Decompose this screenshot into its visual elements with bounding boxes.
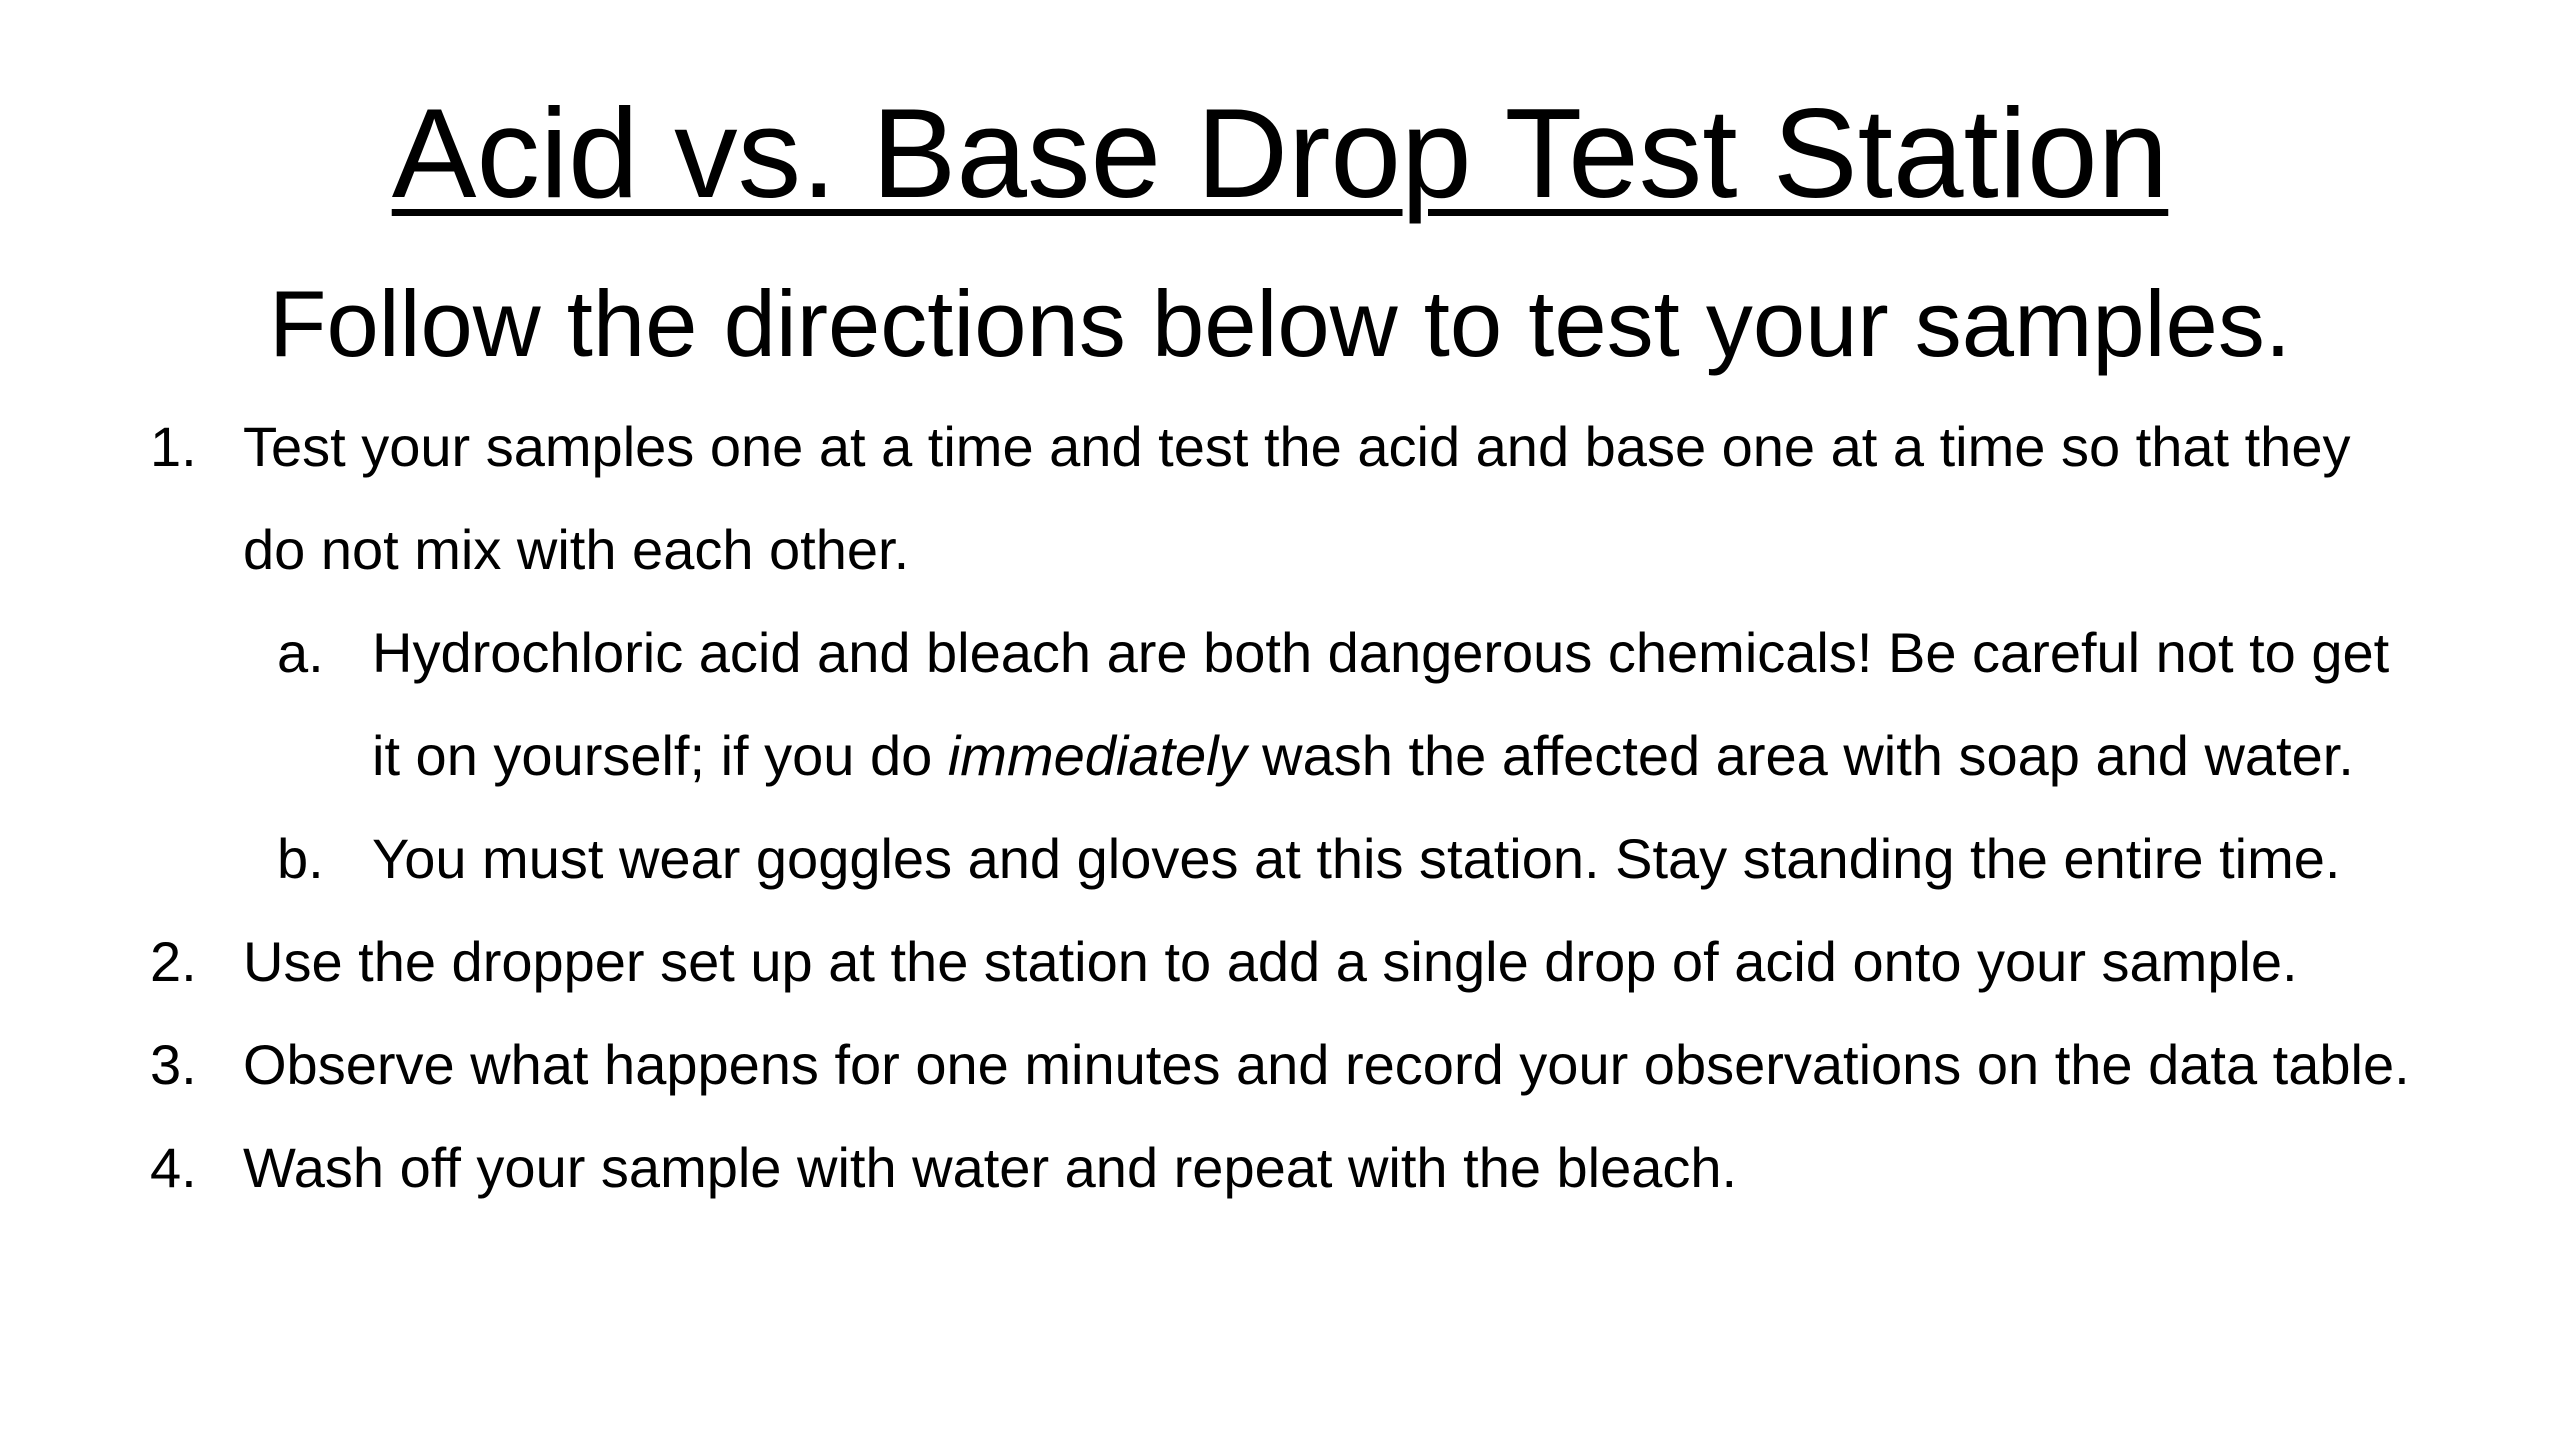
substep-text-after: wash the affected area with soap and water.	[1246, 724, 2354, 787]
list-item	[0, 910, 2560, 1013]
substep-letter: a.	[277, 621, 324, 684]
substep-text: You must wear goggles and gloves at this station. Stay standing the entire time.	[372, 827, 2341, 890]
substep-text-before: it on yourself; if you do	[372, 724, 948, 787]
list-item	[0, 1116, 2560, 1219]
substep-emphasis: immediately	[947, 724, 1247, 787]
substep-letter: b.	[277, 827, 324, 890]
step-text: Observe what happens for one minutes and record your observations on the data table.	[243, 1033, 2410, 1096]
step-text: Test your samples one at a time and test the acid and base one at a time so that they	[243, 415, 2351, 478]
step-text: do not mix with each other.	[243, 518, 910, 581]
substep-text	[372, 704, 2354, 807]
sub-list-item	[0, 807, 2560, 910]
instruction-list	[0, 395, 2560, 1219]
step-text: Use the dropper set up at the station to add a single drop of acid onto your sample.	[243, 930, 2298, 993]
step-number: 1.	[150, 415, 197, 478]
step-number: 2.	[150, 930, 197, 993]
list-item-continuation	[0, 498, 2560, 601]
list-item	[0, 1013, 2560, 1116]
sub-list-item	[0, 601, 2560, 704]
step-number: 3.	[150, 1033, 197, 1096]
substep-text: Hydrochloric acid and bleach are both dangerous chemicals! Be careful not to get	[372, 621, 2390, 684]
list-item	[0, 395, 2560, 498]
step-text: Wash off your sample with water and repeat with the bleach.	[243, 1136, 1738, 1199]
sub-list-item-continuation	[0, 704, 2560, 807]
page-subtitle: Follow the directions below to test your samples.	[269, 271, 2291, 376]
page-title	[0, 78, 2560, 228]
step-number: 4.	[150, 1136, 197, 1199]
page-title-text: Acid vs. Base Drop Test Station	[391, 82, 2169, 224]
